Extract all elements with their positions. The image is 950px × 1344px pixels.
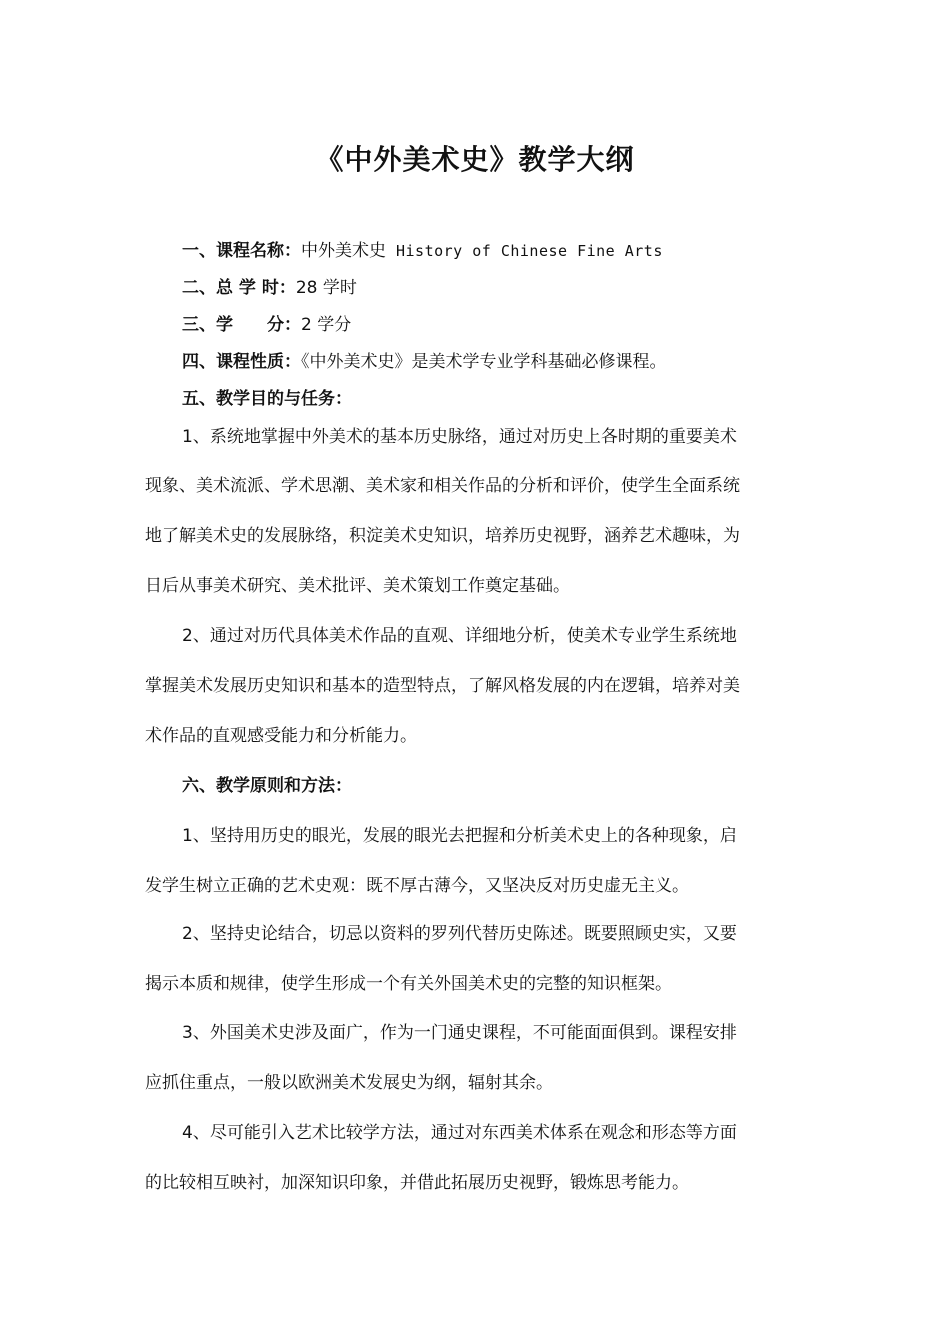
info-label: 三、学 分： [182,315,301,335]
paragraph-line: 术作品的直观感受能力和分析能力。 [145,726,417,746]
paragraph-line: 发学生树立正确的艺术史观：既不厚古薄今，又坚决反对历史虚无主义。 [145,876,689,896]
paragraph-line: 2、通过对历代具体美术作品的直观、详细地分析，使美术专业学生系统地 [182,626,737,646]
info-credits [182,313,351,337]
paragraph-line: 4、尽可能引入艺术比较学方法，通过对东西美术体系在观念和形态等方面 [182,1123,737,1143]
paragraph-line: 的比较相互映衬，加深知识印象，并借此拓展历史视野，锻炼思考能力。 [145,1173,689,1193]
paragraph-line: 现象、美术流派、学术思潮、美术家和相关作品的分析和评价，使学生全面系统 [145,476,740,496]
info-value: 中外美术史 [301,241,386,261]
info-value-english: History of Chinese Fine Arts [396,242,663,260]
info-course-name [182,239,663,263]
paragraph-line: 3、外国美术史涉及面广，作为一门通史课程，不可能面面俱到。课程安排 [182,1023,737,1043]
paragraph-line: 1、坚持用历史的眼光，发展的眼光去把握和分析美术史上的各种现象，启 [182,826,737,846]
paragraph-line: 日后从事美术研究、美术批评、美术策划工作奠定基础。 [145,576,570,596]
info-label: 二、总 学 时： [182,278,296,298]
section-heading-principles: 六、教学原则和方法： [182,776,352,796]
info-value: 《中外美术史》是美术学专业学科基础必修课程。 [301,352,667,372]
paragraph-line: 1、系统地掌握中外美术的基本历史脉络，通过对历史上各时期的重要美术 [182,427,737,447]
info-label: 一、课程名称： [182,241,301,261]
paragraph-line: 应抓住重点，一般以欧洲美术发展史为纲，辐射其余。 [145,1073,553,1093]
paragraph-line: 地了解美术史的发展脉络，积淀美术史知识，培养历史视野，涵养艺术趣味，为 [145,526,740,546]
paragraph-line: 掌握美术发展历史知识和基本的造型特点，了解风格发展的内在逻辑，培养对美 [145,676,740,696]
document-title: 《中外美术史》教学大纲 [315,143,635,176]
info-value: 28 学时 [295,278,357,298]
info-label: 四、课程性质： [182,352,301,372]
paragraph-line: 揭示本质和规律，使学生形成一个有关外国美术史的完整的知识框架。 [145,974,672,994]
paragraph-line: 2、坚持史论结合，切忌以资料的罗列代替历史陈述。既要照顾史实，又要 [182,924,737,944]
section-heading-objectives: 五、教学目的与任务： [182,389,352,409]
info-course-nature [182,350,667,374]
info-total-hours [182,276,357,300]
info-value: 2 学分 [301,315,352,335]
